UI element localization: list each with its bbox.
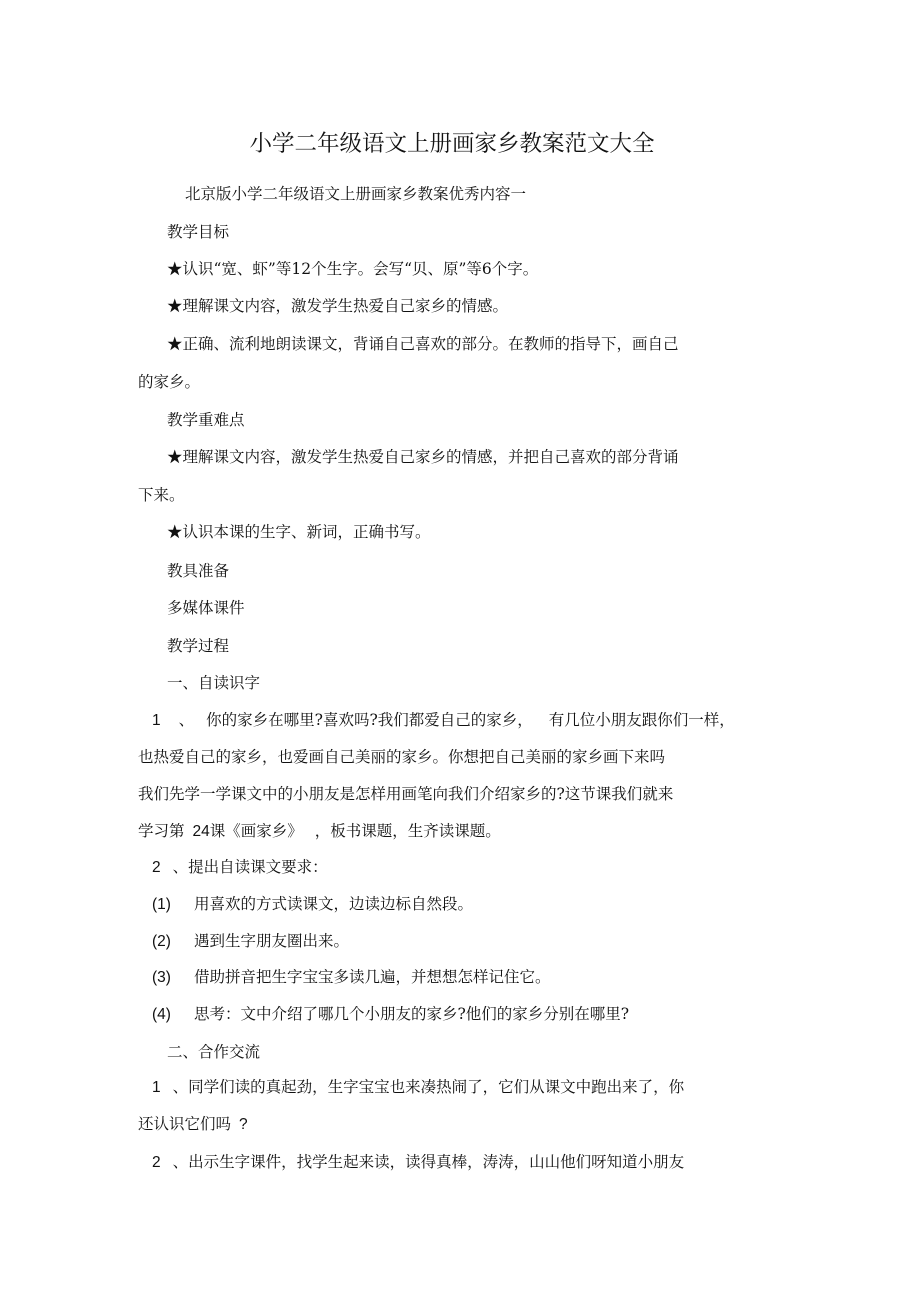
key-point-2: ★认识本课的生字、新词，正确书写。 (167, 523, 431, 541)
key-point-1-line-2: 下来。 (138, 486, 185, 504)
step-1-line-2: 也热爱自己的家乡，也爱画自己美丽的家乡。你想把自己美丽的家乡画下来吗 (138, 748, 666, 766)
step-number: 1 (152, 1079, 161, 1096)
requirement-1 (152, 894, 473, 915)
key-points-heading: 教学重难点 (167, 411, 245, 429)
requirement-text: 遇到生字朋友圈出来。 (194, 932, 350, 950)
requirement-text: 借助拼音把生字宝宝多读几遍，并想想怎样记住它。 (194, 968, 551, 986)
requirement-number: (3) (152, 969, 171, 986)
step-1-text-b: 有几位小朋友跟你们一样， (548, 711, 735, 729)
subtitle: 北京版小学二年级语文上册画家乡教案优秀内容一 (185, 185, 527, 203)
activity-2-line-1 (152, 1152, 684, 1173)
requirement-text: 思考：文中介绍了哪几个小朋友的家乡?他们的家乡分别在哪里? (194, 1005, 630, 1023)
step-1-line-3: 我们先学一学课文中的小朋友是怎样用画笔向我们介绍家乡的?这节课我们就来 (138, 785, 674, 803)
activity-2-text: 、出示生字课件，找学生起来读，读得真棒，涛涛，山山他们呀知道小朋友 (172, 1153, 685, 1171)
step-number: 2 (152, 859, 161, 876)
page-title: 小学二年级语文上册画家乡教案范文大全 (249, 131, 655, 157)
requirement-text: 用喜欢的方式读课文，边读边标自然段。 (194, 895, 474, 913)
step-separator: 、 (178, 711, 195, 729)
tools-heading: 教具准备 (167, 562, 230, 580)
goal-2: ★理解课文内容，激发学生热爱自己家乡的情感。 (167, 297, 509, 315)
part-2-heading: 二、合作交流 (167, 1043, 261, 1061)
goal-3-line-2: 的家乡。 (138, 373, 201, 391)
lesson-title: 课《画家乡》 (209, 822, 303, 840)
requirement-3 (152, 967, 551, 988)
step-1-line-1 (152, 710, 735, 731)
process-heading: 教学过程 (167, 637, 230, 655)
goals-heading: 教学目标 (167, 223, 230, 241)
requirement-2 (152, 931, 349, 952)
key-point-1-line-1: ★理解课文内容，激发学生热爱自己家乡的情感，并把自己喜欢的部分背诵 (167, 448, 679, 466)
step-2 (152, 857, 328, 878)
requirement-number: (4) (152, 1006, 171, 1023)
step-1-text-a: 你的家乡在哪里?喜欢吗?我们都爱自己的家乡， (206, 711, 533, 729)
activity-1-text: 还认识它们吗 (138, 1115, 232, 1133)
activity-1-line-2 (138, 1114, 248, 1135)
tools-content: 多媒体课件 (167, 599, 245, 617)
goal-1: ★认识“宽、虾”等12个生字。会写“贝、原”等6个字。 (167, 260, 539, 278)
goal-3-line-1: ★正确、流利地朗读课文，背诵自己喜欢的部分。在教师的指导下，画自己 (167, 335, 679, 353)
step-number: 1 (152, 712, 161, 729)
text-fragment: ，板书课题，生齐读课题。 (314, 822, 501, 840)
step-2-text: 、提出自读课文要求： (172, 858, 328, 876)
text-fragment: 学习第 (138, 822, 185, 840)
activity-1-line-1 (152, 1077, 684, 1098)
question-mark: ? (239, 1116, 248, 1133)
requirement-number: (1) (152, 896, 171, 913)
part-1-heading: 一、自读识字 (167, 674, 261, 692)
step-number: 2 (152, 1154, 161, 1171)
activity-1-text: 、同学们读的真起劲，生字宝宝也来凑热闹了，它们从课文中跑出来了，你 (172, 1078, 685, 1096)
requirement-number: (2) (152, 933, 171, 950)
lesson-number: 24 (192, 823, 210, 840)
requirement-4 (152, 1004, 629, 1025)
step-1-line-4 (138, 821, 501, 842)
